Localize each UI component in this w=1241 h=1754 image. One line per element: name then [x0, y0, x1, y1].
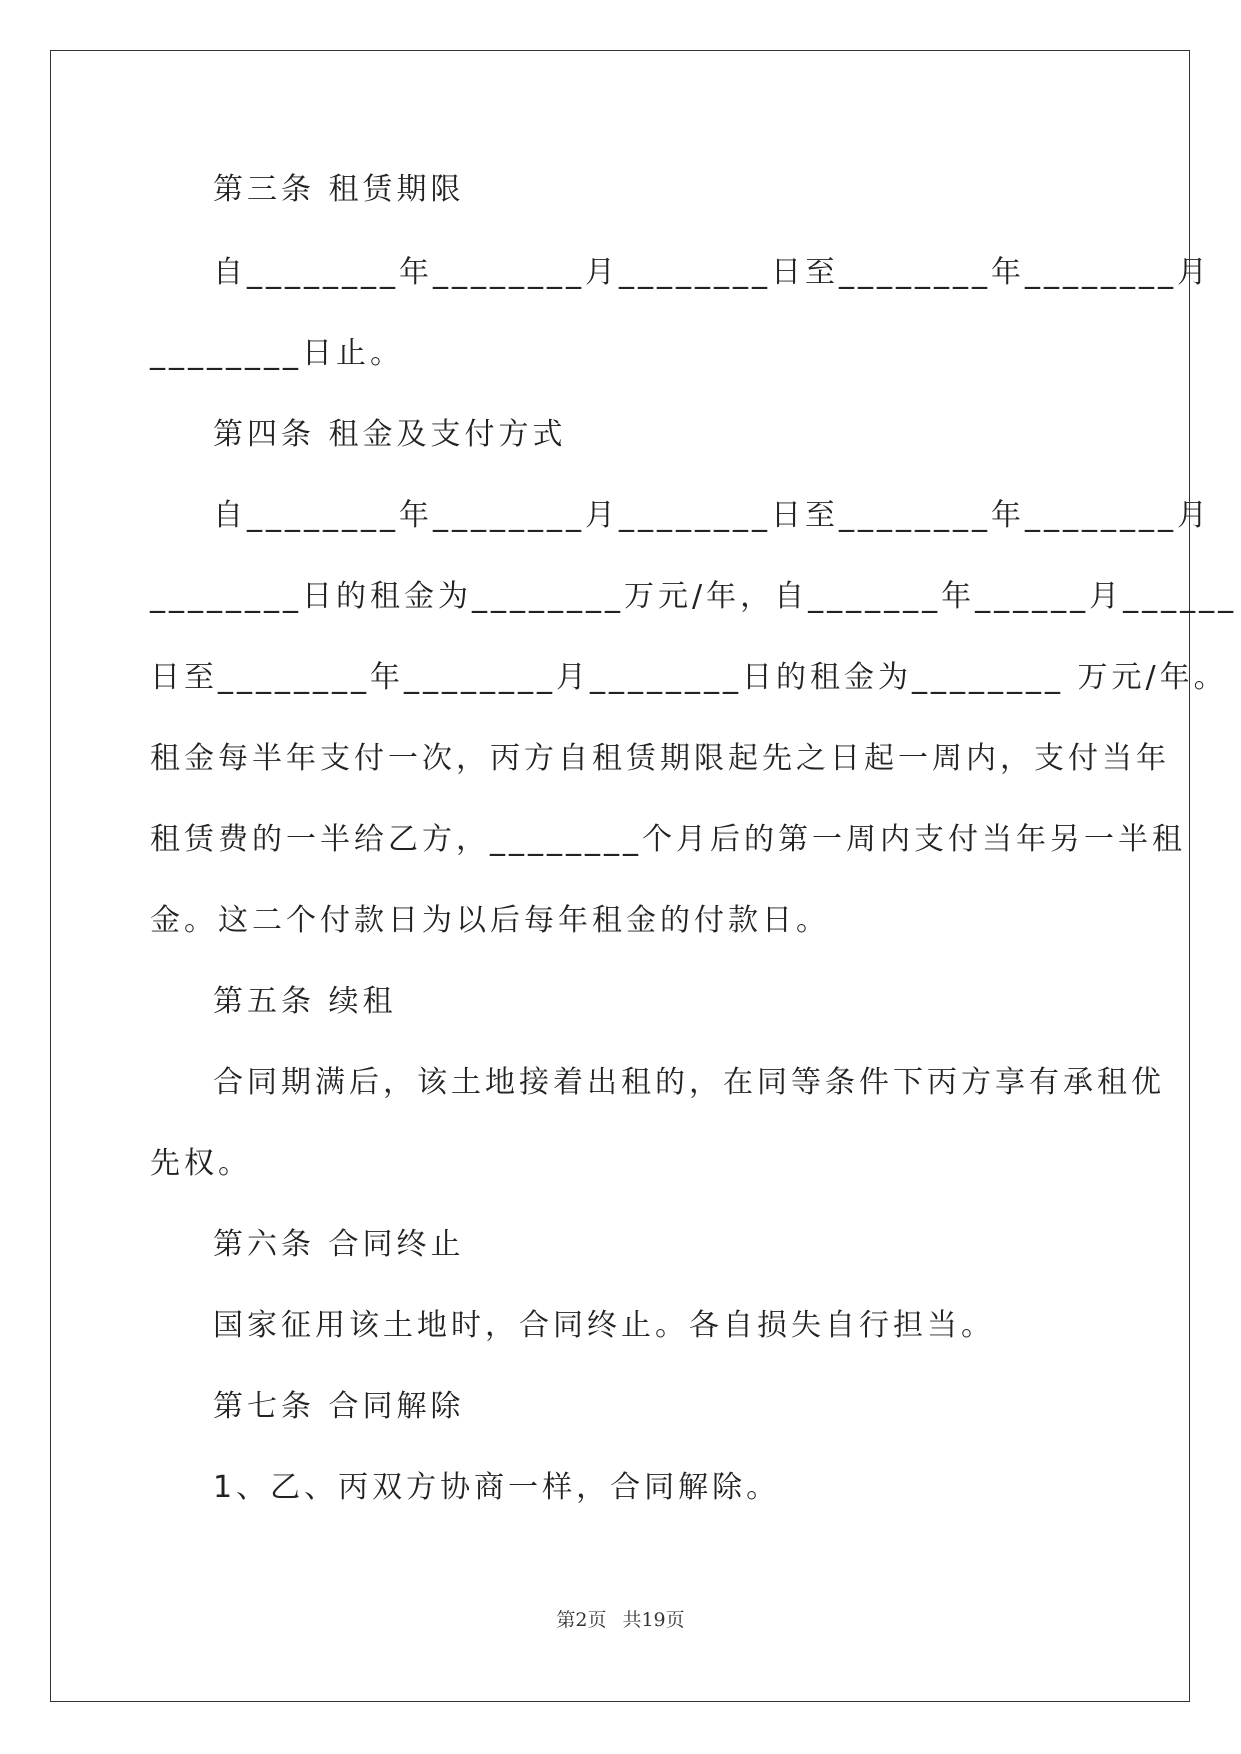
article-4-text-line-5: 租赁费的一半给乙方，________个月后的第一周内支付当年另一半租 [150, 822, 1186, 857]
page-number: 第2页 [556, 1609, 607, 1631]
article-4-text-line-3: 日至________年________月________日的租金为________ 万元/年。 [150, 660, 1228, 695]
article-5-text-line-1: 合同期满后，该土地接着出租的，在同等条件下丙方享有承租优 [213, 1065, 1165, 1100]
article-7-text-line-1: 1、乙、丙双方协商一样，合同解除。 [213, 1470, 781, 1505]
article-5-text-line-2: 先权。 [150, 1146, 252, 1181]
article-3-text-line-2: ________日止。 [150, 336, 404, 371]
article-3-text-line-1: 自________年________月________日至________年________月 [213, 255, 1211, 290]
article-6-heading: 第六条 合同终止 [213, 1227, 465, 1262]
article-3-heading: 第三条 租赁期限 [213, 172, 465, 207]
page-border [50, 50, 1238, 1702]
page-total: 共19页 [622, 1609, 685, 1631]
page-footer [0, 1605, 1241, 1632]
article-6-text-line-1: 国家征用该土地时，合同终止。各自损失自行担当。 [213, 1308, 995, 1343]
article-4-heading: 第四条 租金及支付方式 [213, 417, 567, 452]
article-4-text-line-2: ________日的租金为________万元/年，自_______年______月______ [150, 579, 1238, 614]
article-4-text-line-6: 金。这二个付款日为以后每年租金的付款日。 [150, 903, 830, 938]
article-7-heading: 第七条 合同解除 [213, 1389, 465, 1424]
article-5-heading: 第五条 续租 [213, 984, 397, 1019]
article-4-text-line-1: 自________年________月________日至________年________月 [213, 498, 1211, 533]
article-4-text-line-4: 租金每半年支付一次，丙方自租赁期限起先之日起一周内，支付当年 [150, 741, 1170, 776]
